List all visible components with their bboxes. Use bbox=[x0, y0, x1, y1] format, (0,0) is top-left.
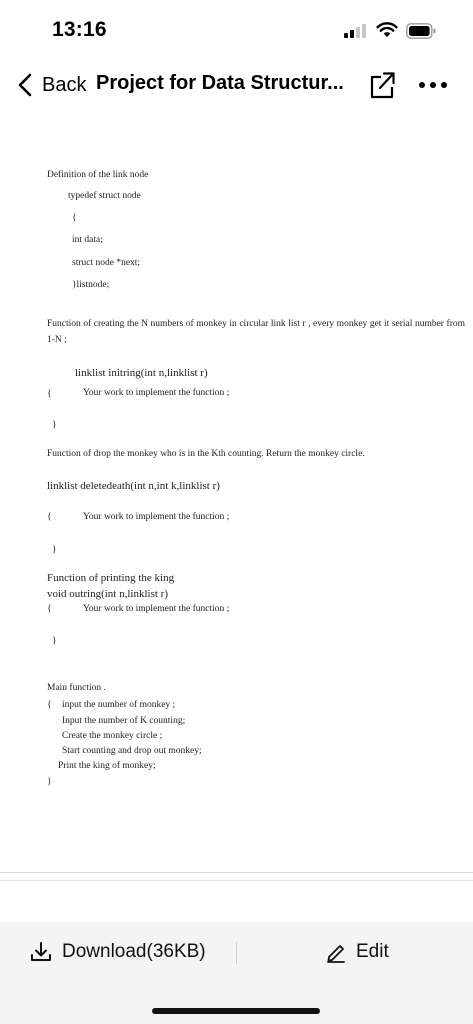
doc-line: Function of drop the monkey who is in the Kth counting. Return the monkey circle. bbox=[47, 449, 365, 459]
doc-line: typedef struct node bbox=[68, 191, 141, 201]
doc-line: { bbox=[47, 604, 52, 614]
doc-line: { bbox=[47, 700, 52, 710]
doc-line: Main function . bbox=[47, 683, 106, 693]
doc-line: Create the monkey circle ; bbox=[62, 731, 163, 741]
share-icon[interactable] bbox=[368, 70, 396, 100]
edit-button[interactable] bbox=[326, 940, 389, 964]
doc-line: Your work to implement the function ; bbox=[83, 512, 230, 522]
page-title: Project for Data Structur... bbox=[96, 72, 344, 94]
download-button[interactable] bbox=[30, 940, 206, 964]
doc-line: linklist deletedeath(int n,int k,linklist r) bbox=[47, 480, 220, 492]
home-indicator bbox=[152, 1008, 320, 1014]
doc-line: { bbox=[47, 389, 52, 399]
more-icon[interactable] bbox=[418, 80, 448, 90]
doc-line: Start counting and drop out monkey; bbox=[62, 746, 202, 756]
doc-line: Input the number of K counting; bbox=[62, 716, 186, 726]
doc-line: Print the king of monkey; bbox=[58, 761, 156, 771]
doc-line: { bbox=[72, 213, 77, 223]
back-label: Back bbox=[42, 73, 87, 96]
download-label: Download(36KB) bbox=[62, 941, 206, 962]
doc-line: Definition of the link node bbox=[47, 170, 149, 180]
edit-label: Edit bbox=[356, 941, 389, 962]
doc-line: linklist initring(int n,linklist r) bbox=[75, 367, 208, 379]
doc-line: Function of printing the king bbox=[47, 572, 175, 584]
doc-line: Your work to implement the function ; bbox=[83, 388, 230, 398]
doc-line: void outring(int n,linklist r) bbox=[47, 588, 168, 600]
doc-line: input the number of monkey ; bbox=[62, 700, 176, 710]
download-icon bbox=[30, 941, 52, 963]
status-time: 13:16 bbox=[52, 18, 107, 41]
doc-line: } bbox=[47, 777, 52, 787]
doc-line: } bbox=[52, 420, 57, 430]
doc-line: }listnode; bbox=[72, 280, 110, 290]
doc-line: struct node *next; bbox=[72, 258, 141, 268]
pencil-icon bbox=[326, 941, 346, 963]
doc-line: } bbox=[52, 545, 57, 555]
doc-line: Your work to implement the function ; bbox=[83, 604, 230, 614]
divider bbox=[0, 880, 473, 881]
toolbar-separator bbox=[236, 942, 237, 964]
chevron-left-icon bbox=[18, 73, 32, 97]
doc-paragraph: Function of creating the N numbers of monkey in circular link list r , every monkey get it serial number from 1-N ; bbox=[47, 319, 465, 345]
doc-line: int data; bbox=[72, 235, 103, 245]
doc-line: { bbox=[47, 512, 52, 522]
wifi-icon bbox=[376, 22, 398, 38]
divider bbox=[0, 872, 473, 873]
doc-line: } bbox=[52, 636, 57, 646]
back-button[interactable] bbox=[18, 70, 86, 100]
battery-icon bbox=[406, 23, 436, 39]
signal-icon bbox=[344, 24, 368, 38]
